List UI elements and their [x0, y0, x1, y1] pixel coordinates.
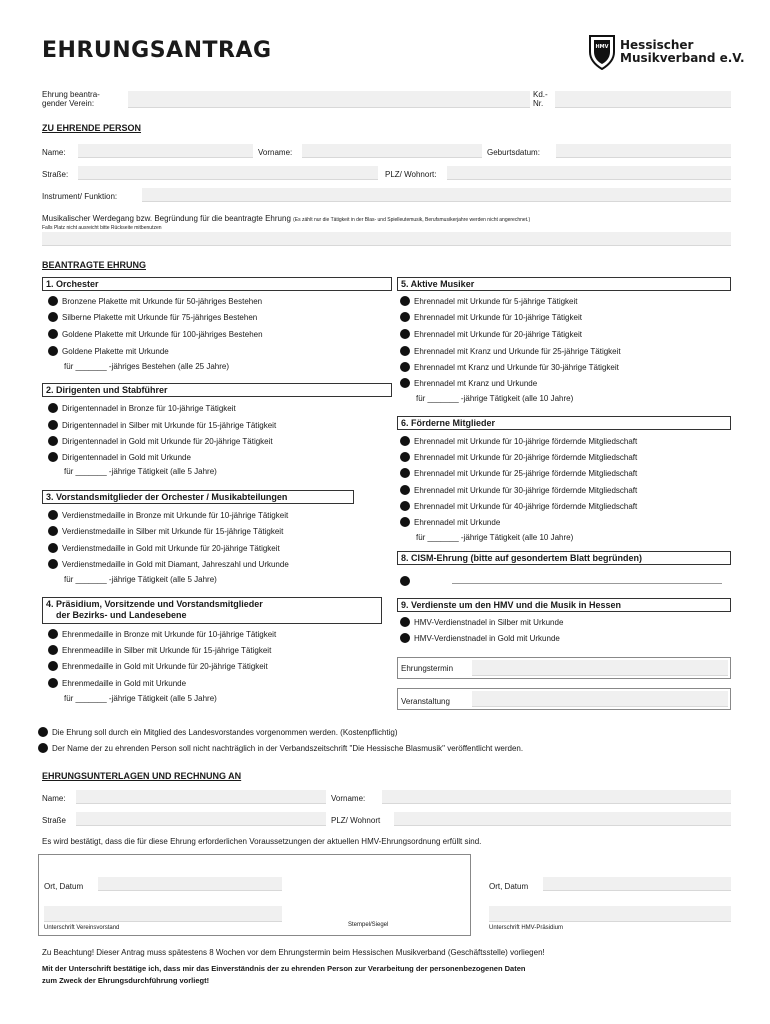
werdegang-field[interactable] — [42, 232, 731, 246]
section-dirigenten-title: 2. Dirigenten und Stabführer — [42, 383, 392, 397]
s9-option-1[interactable]: HMV-Verdienstnadel in Silber mit Urkunde — [400, 617, 563, 627]
radio-icon[interactable] — [48, 436, 58, 446]
s1-option-4[interactable]: Goldene Plakette mit Urkunde — [48, 346, 169, 356]
verein-field[interactable] — [128, 91, 530, 108]
s3-extra: für _______ -jährige Tätigkeit (alle 5 Jahre) — [64, 575, 217, 584]
ort-datum-label-2: Ort, Datum — [489, 882, 529, 891]
geburtsdatum-field[interactable] — [556, 144, 731, 158]
unterschrift-praesidium-label: Unterschrift HMV-Präsidium — [489, 925, 564, 931]
s4-option-4[interactable]: Ehrenmedaille in Gold mit Urkunde — [48, 678, 186, 688]
radio-icon[interactable] — [48, 661, 58, 671]
radio-icon[interactable] — [400, 346, 410, 356]
radio-icon[interactable] — [48, 645, 58, 655]
unterlagen-heading: EHRUNGSUNTERLAGEN UND RECHNUNG AN — [42, 771, 242, 781]
signature-box-verein — [38, 854, 471, 936]
radio-icon[interactable] — [38, 743, 48, 753]
s2-option-2[interactable]: Dirigentennadel in Silber mit Urkunde für 15-jährige Tätigkeit — [48, 420, 276, 430]
logo-line2: Musikverband e.V. — [620, 51, 745, 65]
strasse-label: Straße: — [42, 170, 69, 179]
s1-option-3[interactable]: Goldene Plakette mit Urkunde für 100-jähriges Bestehen — [48, 329, 263, 339]
logo-line1: Hessischer — [620, 38, 694, 52]
person-heading: ZU EHRENDE PERSON — [42, 123, 142, 133]
plz-label: PLZ/ Wohnort: — [385, 170, 437, 179]
radio-icon[interactable] — [400, 485, 410, 495]
s5-option-3[interactable]: Ehrennadel mit Urkunde für 20-jährige Tätigkeit — [400, 329, 582, 339]
radio-icon[interactable] — [48, 629, 58, 639]
signature-field-praesidium[interactable] — [489, 906, 731, 922]
ort-datum-label-1: Ort, Datum — [44, 882, 84, 891]
u-plz-field[interactable] — [394, 812, 731, 826]
s4-option-1[interactable]: Ehrenmedaille in Bronze mit Urkunde für 10-jährige Tätigkeit — [48, 629, 276, 639]
section-verdienste-title: 9. Verdienste um den HMV und die Musik in Hessen — [397, 598, 731, 612]
radio-icon[interactable] — [400, 576, 410, 586]
radio-icon[interactable] — [48, 296, 58, 306]
radio-icon[interactable] — [400, 617, 410, 627]
kdnr-label: Kd.- Nr. — [533, 90, 548, 108]
ehrungstermin-label: Ehrungstermin — [401, 664, 454, 673]
u-plz-label: PLZ/ Wohnort — [331, 816, 381, 825]
beantragte-heading: BEANTRAGTE EHRUNG — [42, 260, 147, 270]
instrument-label: Instrument/ Funktion: — [42, 192, 118, 201]
page-title: EHRUNGSANTRAG — [42, 38, 272, 63]
radio-icon[interactable] — [48, 510, 58, 520]
s4-title-line2: der Bezirks- und Landesebene — [56, 610, 187, 620]
beachtung-text: Zu Beachtung! Dieser Antrag muss spätestens 8 Wochen vor dem Ehrungstermin beim Hessischen Musikverband (Geschäftsstelle) vorliegen! — [42, 948, 545, 957]
ort-datum-field-1[interactable] — [98, 877, 282, 891]
instrument-field[interactable] — [142, 188, 731, 202]
s2-option-4[interactable]: Dirigentennadel in Gold mit Urkunde — [48, 452, 191, 462]
u-strasse-field[interactable] — [76, 812, 326, 826]
strasse-field[interactable] — [78, 166, 378, 180]
s5-option-4[interactable]: Ehrennadel mit Kranz und Urkunde für 25-jährige Tätigkeit — [400, 346, 621, 356]
s3-option-2[interactable]: Verdienstmedaille in Silber mit Urkunde für 15-jährige Tätigkeit — [48, 526, 283, 536]
u-name-field[interactable] — [76, 790, 326, 804]
radio-icon[interactable] — [48, 678, 58, 688]
s9-option-2[interactable]: HMV-Verdienstnadel in Gold mit Urkunde — [400, 633, 560, 643]
option-landesvorstand[interactable]: Die Ehrung soll durch ein Mitglied des Landesvorstandes vorgenommen werden. (Kostenpflichtig) — [38, 727, 398, 737]
vorname-label: Vorname: — [258, 148, 293, 157]
radio-icon[interactable] — [400, 468, 410, 478]
veranstaltung-field[interactable] — [472, 691, 728, 707]
s4-title-line1: 4. Präsidium, Vorsitzende und Vorstandsmitglieder — [46, 599, 263, 609]
radio-icon[interactable] — [48, 403, 58, 413]
s2-option-1[interactable]: Dirigentennadel in Bronze für 10-jährige Tätigkeit — [48, 403, 236, 413]
section-orchester-title: 1. Orchester — [42, 277, 392, 291]
radio-icon[interactable] — [400, 296, 410, 306]
s1-extra: für _______ -jähriges Bestehen (alle 25 Jahre) — [64, 362, 229, 371]
dsgvo-text-2: zum Zweck der Ehrungsdurchführung vorliegt! — [42, 976, 210, 985]
radio-icon[interactable] — [400, 378, 410, 388]
s5-option-6[interactable]: Ehrennadel mt Kranz und Urkunde — [400, 378, 537, 388]
s1-option-2[interactable]: Silberne Plakette mit Urkunde für 75-jähriges Bestehen — [48, 312, 257, 322]
radio-icon[interactable] — [48, 559, 58, 569]
s6-option-5[interactable]: Ehrennadel mit Urkunde für 40-jährige fördernde Mitgliedschaft — [400, 501, 637, 511]
werdegang-note: (Es zählt nur die Tätigkeit in der Blas- und Spielleutemusik, Berufsmusikerjahre werden nicht angerechnet.) — [293, 217, 531, 223]
s5-option-2[interactable]: Ehrennadel mit Urkunde für 10-jährige Tätigkeit — [400, 312, 582, 322]
radio-icon[interactable] — [400, 452, 410, 462]
section-vorstand-title: 3. Vorstandsmitglieder der Orchester / Musikabteilungen — [42, 490, 354, 504]
radio-icon[interactable] — [48, 452, 58, 462]
s8-option[interactable] — [400, 576, 414, 586]
u-strasse-label: Straße — [42, 816, 67, 825]
stempel-label: Stempel/Siegel — [348, 922, 389, 928]
werdegang-label — [42, 214, 530, 223]
section-cism-title: 8. CISM-Ehrung (bitte auf gesondertem Blatt begründen) — [397, 551, 731, 565]
u-name-label: Name: — [42, 794, 66, 803]
radio-icon[interactable] — [48, 346, 58, 356]
u-vorname-field[interactable] — [382, 790, 731, 804]
radio-icon[interactable] — [400, 501, 410, 511]
option-keine-veroeffentlichung[interactable]: Der Name der zu ehrenden Person soll nicht nachträglich in der Verbandszeitschrift "Die Hessische Blasmusik" veröffentlicht werden. — [38, 743, 523, 753]
logo-shield-icon — [588, 34, 616, 70]
s6-option-1[interactable]: Ehrennadel mit Urkunde für 10-jährige fördernde Mitgliedschaft — [400, 436, 637, 446]
signature-field-verein[interactable] — [44, 906, 282, 922]
ehrungstermin-field[interactable] — [472, 660, 728, 676]
verein-label: Ehrung beantra- gender Verein: — [42, 90, 100, 108]
radio-icon[interactable] — [48, 329, 58, 339]
platz-note: Falls Platz nicht ausreicht bitte Rückseite mitbenutzen — [42, 225, 162, 231]
s4-option-3[interactable]: Ehrenmedaille in Gold mit Urkunde für 20-jährige Tätigkeit — [48, 661, 268, 671]
s1-option-1[interactable]: Bronzene Plakette mit Urkunde für 50-jähriges Bestehen — [48, 296, 262, 306]
werdegang-text: Musikalischer Werdegang bzw. Begründung für die beantragte Ehrung — [42, 214, 291, 223]
vorname-field[interactable] — [302, 144, 482, 158]
section-praesidium-title — [42, 597, 382, 624]
s3-option-1[interactable]: Verdienstmedaille in Bronze mit Urkunde für 10-jährige Tätigkeit — [48, 510, 288, 520]
unterschrift-verein-label: Unterschrift Vereinsvorstand — [44, 925, 120, 931]
name-field[interactable] — [78, 144, 253, 158]
svg-text:HMV: HMV — [595, 44, 609, 50]
radio-icon[interactable] — [48, 526, 58, 536]
radio-icon[interactable] — [400, 312, 410, 322]
s5-extra: für _______ -jährige Tätigkeit (alle 10 Jahre) — [416, 394, 574, 403]
radio-icon[interactable] — [400, 517, 410, 527]
radio-icon[interactable] — [400, 436, 410, 446]
s6-option-6[interactable]: Ehrennadel mit Urkunde — [400, 517, 500, 527]
plz-field[interactable] — [447, 166, 731, 180]
logo — [588, 34, 748, 74]
s2-extra: für _______ -jährige Tätigkeit (alle 5 Jahre) — [64, 467, 217, 476]
section-aktive-title: 5. Aktive Musiker — [397, 277, 731, 291]
u-vorname-label: Vorname: — [331, 794, 366, 803]
name-label: Name: — [42, 148, 66, 157]
s3-option-4[interactable]: Verdienstmedaille in Gold mit Diamant, Jahreszahl und Urkunde — [48, 559, 289, 569]
s6-option-3[interactable]: Ehrennadel mit Urkunde für 25-jährige fördernde Mitgliedschaft — [400, 468, 637, 478]
veranstaltung-label: Veranstaltung — [401, 697, 450, 706]
ort-datum-field-2[interactable] — [543, 877, 731, 891]
s5-option-5[interactable]: Ehrennadel mt Kranz und Urkunde für 30-jährige Tätigkeit — [400, 362, 619, 372]
radio-icon[interactable] — [400, 329, 410, 339]
s6-option-4[interactable]: Ehrennadel mit Urkunde für 30-jährige fördernde Mitgliedschaft — [400, 485, 637, 495]
radio-icon[interactable] — [48, 420, 58, 430]
s5-option-1[interactable]: Ehrennadel mit Urkunde für 5-jährige Tätigkeit — [400, 296, 578, 306]
cism-line[interactable] — [452, 583, 722, 584]
radio-icon[interactable] — [400, 362, 410, 372]
radio-icon[interactable] — [48, 312, 58, 322]
bestaetigung-text: Es wird bestätigt, dass die für diese Ehrung erforderlichen Voraussetzungen der aktuellen HMV-Ehrungsordnung erfüllt sind. — [42, 837, 482, 846]
s6-option-2[interactable]: Ehrennadel mit Urkunde für 20-jährige fördernde Mitgliedschaft — [400, 452, 637, 462]
radio-icon[interactable] — [400, 633, 410, 643]
s4-option-2[interactable]: Ehrenmeadille in Silber mit Urkunde für 15-jährige Tätigkeit — [48, 645, 271, 655]
s6-extra: für _______ -jährige Tätigkeit (alle 10 Jahre) — [416, 533, 574, 542]
radio-icon[interactable] — [48, 543, 58, 553]
section-foerderne-title: 6. Förderne Mitglieder — [397, 416, 731, 430]
s4-extra: für _______ -jährige Tätigkeit (alle 5 Jahre) — [64, 694, 217, 703]
radio-icon[interactable] — [38, 727, 48, 737]
geburtsdatum-label: Geburtsdatum: — [487, 148, 540, 157]
dsgvo-text-1: Mit der Unterschrift bestätige ich, dass mir das Einverständnis der zu ehrenden Person zur Verarbeitung der personenbezogenen Daten — [42, 964, 526, 973]
s3-option-3[interactable]: Verdienstmedaille in Gold mit Urkunde für 20-jährige Tätigkeit — [48, 543, 280, 553]
s2-option-3[interactable]: Dirigentennadel in Gold mit Urkunde für 20-jährige Tätigkeit — [48, 436, 273, 446]
kdnr-field[interactable] — [555, 91, 731, 108]
